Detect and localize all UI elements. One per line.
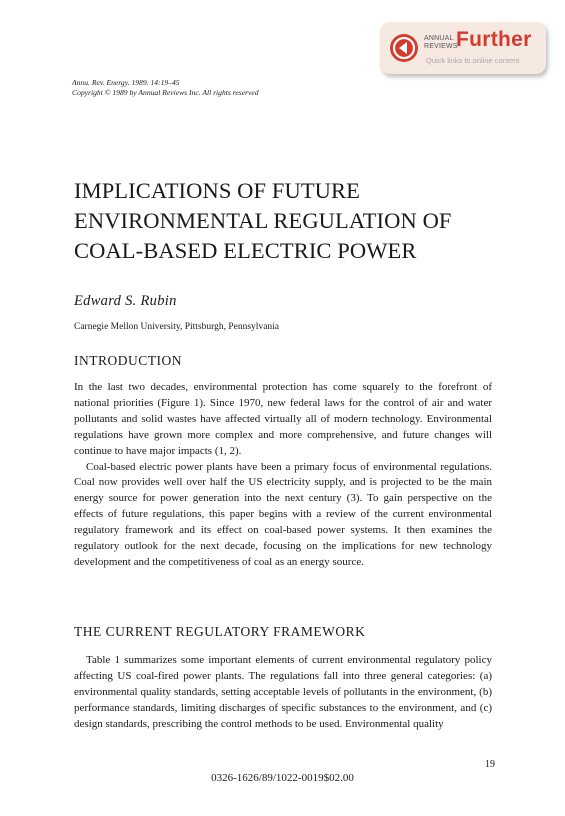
author-name: Edward S. Rubin <box>74 293 177 309</box>
further-tagline: Quick links to online content <box>426 56 520 65</box>
back-arrow-icon <box>390 34 418 62</box>
article-code: 0326-1626/89/1022-0019$02.00 <box>211 772 354 784</box>
framework-paragraph-1: Table 1 summarizes some important elements of current environmental regulatory policy affecting US coal-fired power plants. The regulations fall into three general categories: (a) environmental quality standards, setting acceptable levels of pollutants in the environment, (b) performance standards, limiting discharges of specific substances to the environment, and (c) design standards, prescribing the control methods to be used. Environmental quality <box>74 654 492 730</box>
title-line-2: ENVIRONMENTAL REGULATION OF <box>74 208 452 233</box>
introduction-body <box>74 380 492 571</box>
title-line-1: IMPLICATIONS OF FUTURE <box>74 178 360 203</box>
introduction-paragraph-1: In the last two decades, environmental protection has come squarely to the forefront of national priorities (Figure 1). Since 1970, new federal laws for the control of air and water pollutants and solid wastes have affected virtually all of modern technology. Environmental regulations have grown more complex and more comprehensive, and future changes will continue to have major impacts (1, 2). <box>74 381 492 457</box>
reviews-label: REVIEWS <box>424 43 458 50</box>
journal-copyright: Copyright © 1989 by Annual Reviews Inc. All rights reserved <box>72 87 259 97</box>
article-title <box>74 176 534 266</box>
section-heading-introduction: INTRODUCTION <box>74 353 182 368</box>
title-line-3: COAL-BASED ELECTRIC POWER <box>74 238 417 263</box>
introduction-paragraph-2: Coal-based electric power plants have been a primary focus of environmental regulations. Coal now provides well over half the US electricity supply, and is projected to be the main energy source for power generation into the next century (3). To gain perspective on the effects of future regulations, this paper begins with a review of the current environmental regulatory framework and its effect on coal-based power systems. It then examines the regulatory outlook for the next decade, focusing on the implications for new technology development and the competitiveness of coal as an energy source. <box>74 460 492 568</box>
section-heading-regulatory-framework: THE CURRENT REGULATORY FRAMEWORK <box>74 624 366 639</box>
author-affiliation: Carnegie Mellon University, Pittsburgh, Pennsylvania <box>74 322 280 332</box>
annual-reviews-further-badge[interactable] <box>380 22 546 74</box>
page-number: 19 <box>485 759 495 770</box>
further-label: Further <box>456 28 532 51</box>
annual-label: ANNUAL <box>424 35 454 42</box>
journal-header <box>72 78 259 97</box>
framework-body <box>74 653 492 733</box>
annual-reviews-wordmark <box>424 35 458 51</box>
journal-citation: Annu. Rev. Energy. 1989. 14:19–45 <box>72 78 180 87</box>
